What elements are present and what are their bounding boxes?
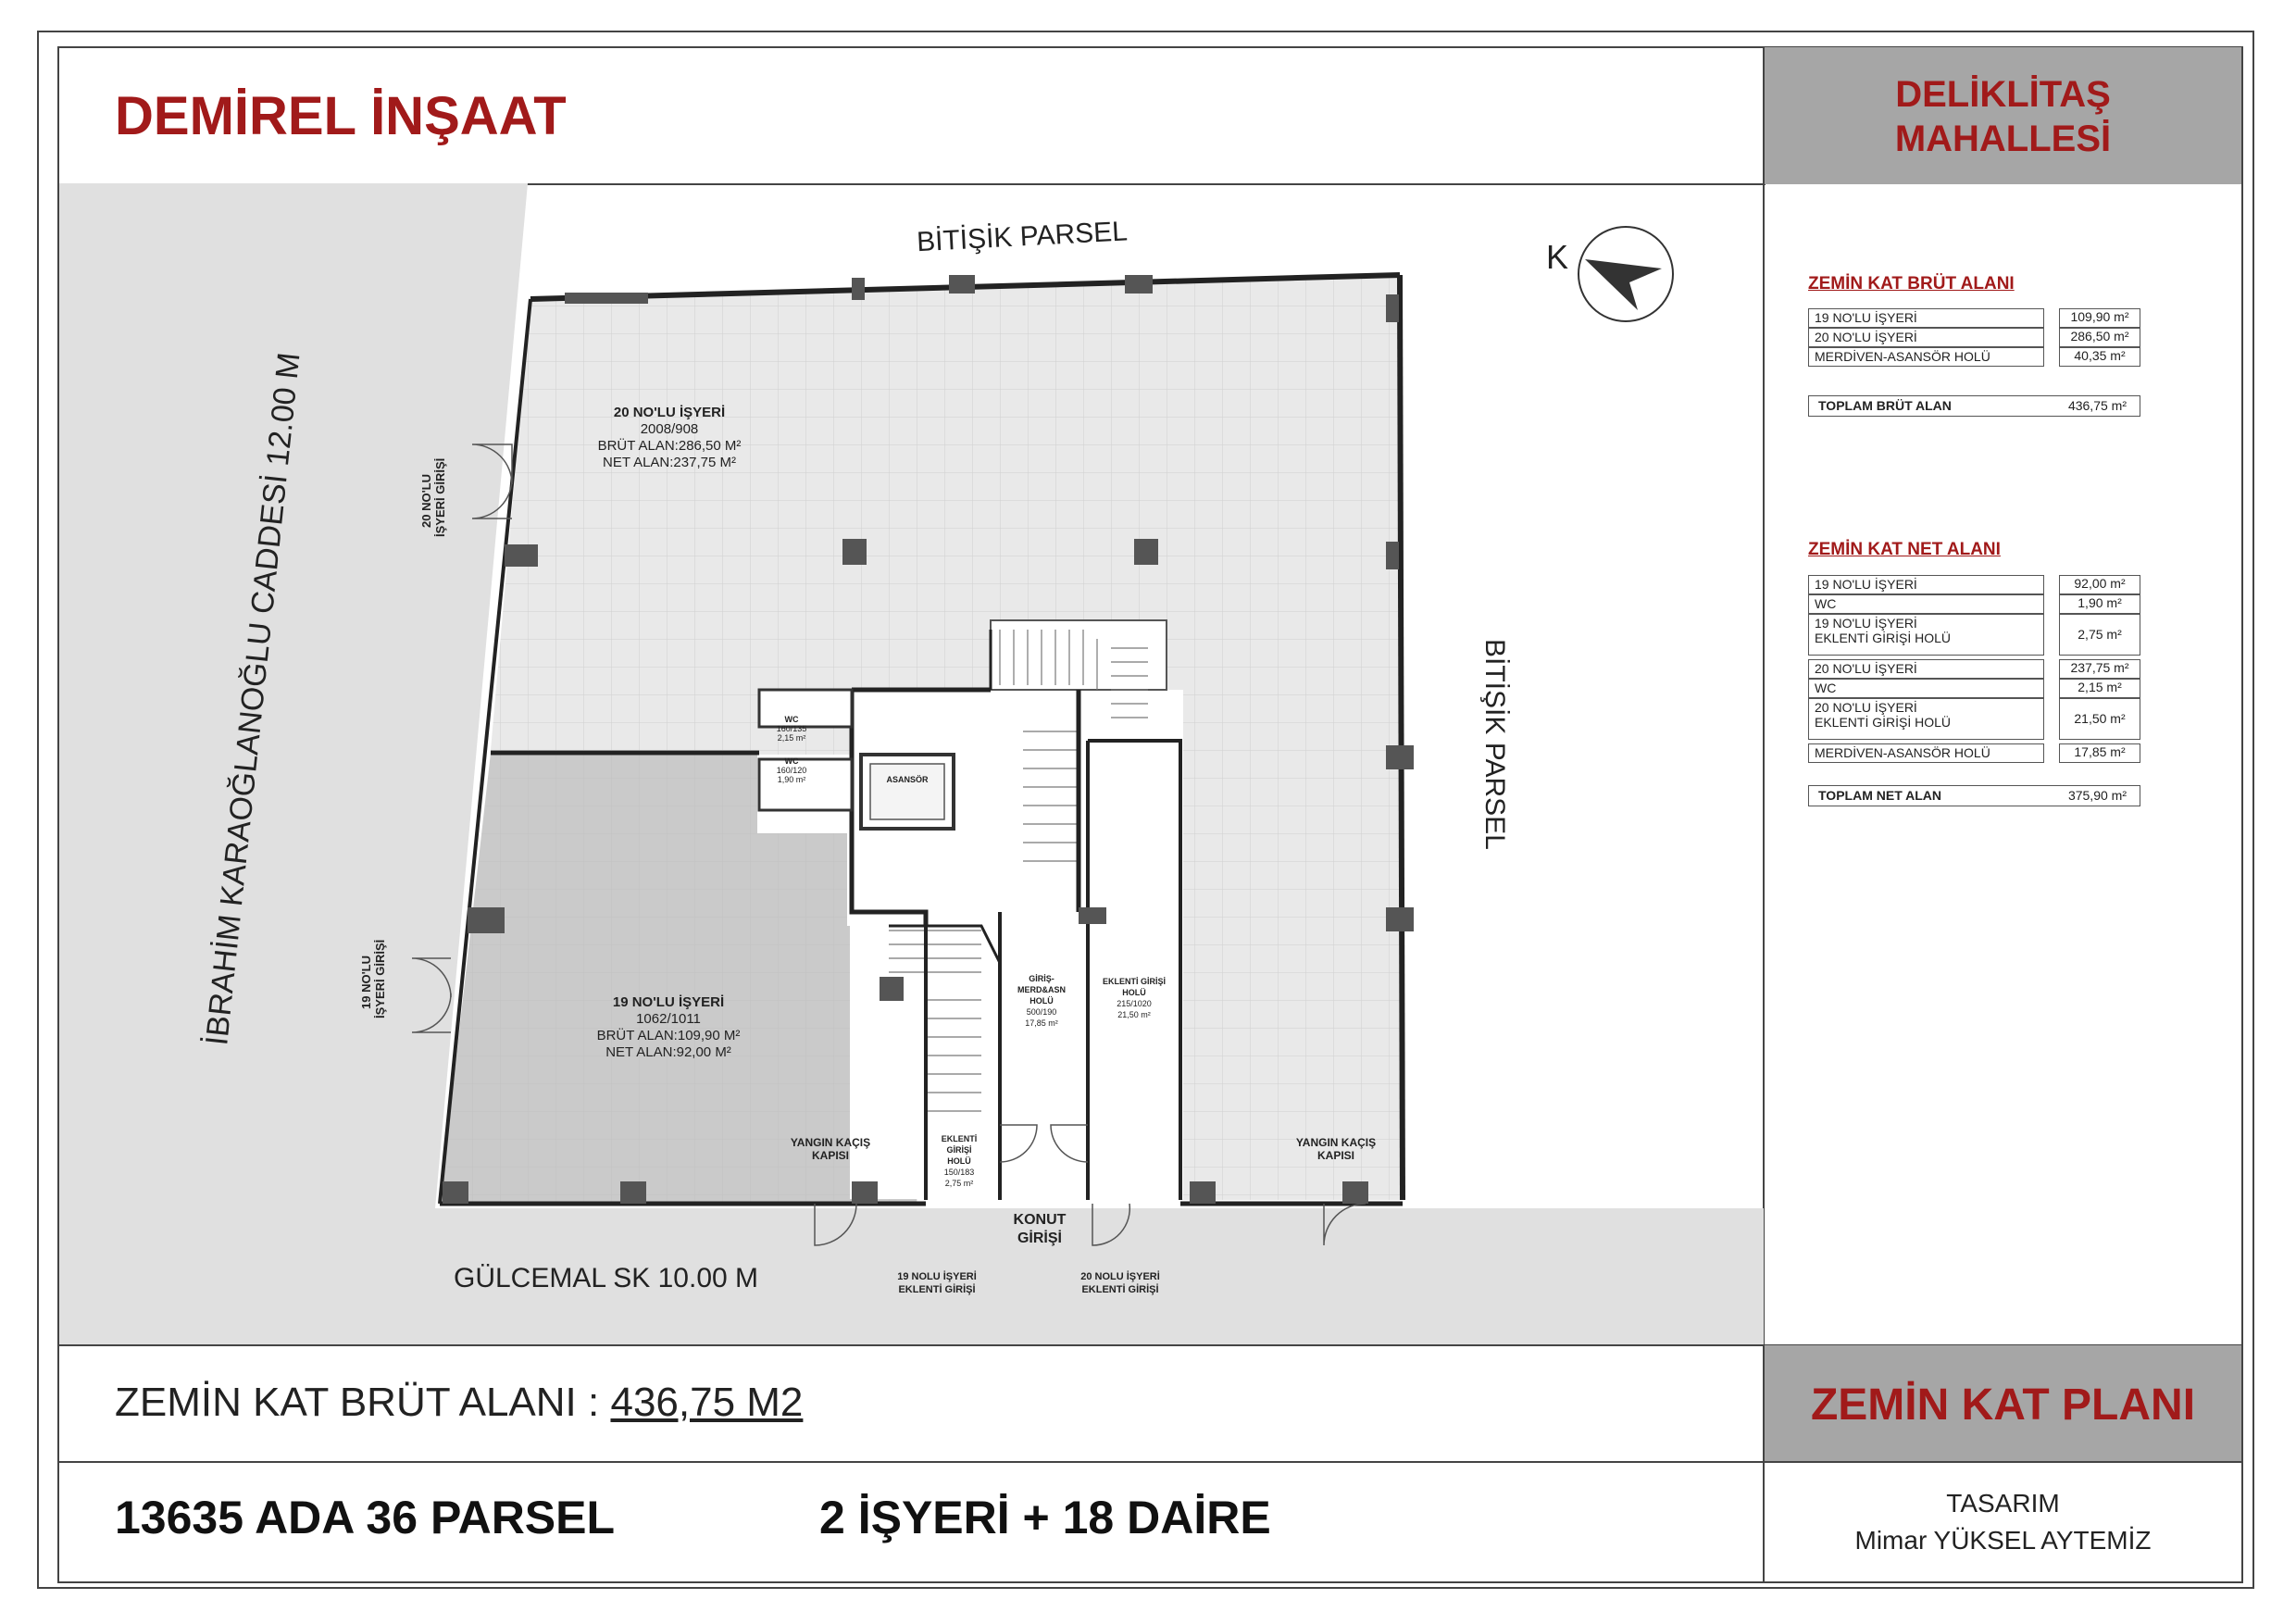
street-left-label: İBRAHİM KARAOĞLANOĞLU CADDESİ 12.00 M	[199, 350, 307, 1047]
unit19-net: NET ALAN:92,00 M²	[605, 1044, 731, 1060]
design-label: TASARIM	[1946, 1489, 2060, 1518]
konut-line1: KONUT	[1013, 1212, 1067, 1228]
bitisik-right-label: BİTİŞİK PARSEL	[1479, 639, 1510, 850]
unit20-label	[598, 405, 742, 470]
brut-total-value: 436,75 m²	[2067, 398, 2127, 413]
hall-line1: GİRİŞ-	[1029, 974, 1054, 983]
unit19-brut: BRÜT ALAN:109,90 M²	[596, 1028, 741, 1043]
floor-plan	[59, 183, 1764, 1344]
annex20-entry-line1: 20 NOLU İŞYERİ	[1080, 1271, 1160, 1282]
net-row-6-label	[1808, 698, 2044, 740]
parcel-info: 13635 ADA 36 PARSEL	[115, 1492, 616, 1543]
annex-line2: HOLÜ	[1122, 988, 1146, 997]
net-row-5-label: WC	[1808, 679, 2044, 698]
hall-area: 17,85 m²	[1025, 1018, 1058, 1028]
east-wall	[1400, 275, 1403, 1200]
annex19-entry-line1: 19 NOLU İŞYERİ	[897, 1271, 977, 1282]
hall-line3: HOLÜ	[1029, 996, 1054, 1006]
compass-north: K	[1546, 238, 1569, 276]
fire-exit-19-line2: KAPISI	[811, 1149, 850, 1162]
annex19-line2: GİRİŞİ	[946, 1145, 972, 1155]
floor-area-summary	[115, 1380, 803, 1426]
unit20-code: 2008/908	[640, 421, 699, 437]
brut-row-2-value: 286,50 m²	[2059, 328, 2140, 347]
fire-exit-19-line1: YANGIN KAÇIŞ	[790, 1136, 871, 1149]
annex19-area: 2,75 m²	[944, 1179, 974, 1188]
net-row-5-value: 2,15 m²	[2059, 679, 2140, 698]
brut-row-1-label: 19 NO'LU İŞYERİ	[1808, 308, 2044, 328]
annex19-dim: 150/183	[943, 1168, 975, 1177]
street-bottom-label: GÜLCEMAL SK 10.00 M	[454, 1263, 759, 1293]
konut-line2: GİRİŞİ	[1017, 1230, 1063, 1246]
district-name	[1765, 72, 2241, 161]
plan-title: ZEMİN KAT PLANI	[1810, 1380, 2196, 1430]
net-row-6-label-line2: EKLENTİ GİRİŞİ HOLÜ	[1815, 715, 1952, 730]
brut-row-2-label: 20 NO'LU İŞYERİ	[1808, 328, 2044, 347]
footer-divider-2	[57, 1461, 2243, 1463]
annex19-line1: EKLENTİ	[941, 1134, 978, 1143]
fire-exit-20-line1: YANGIN KAÇIŞ	[1295, 1136, 1377, 1149]
brut-row-1-value: 109,90 m²	[2059, 308, 2140, 328]
wc-upper	[759, 690, 852, 727]
net-row-6-value: 21,50 m²	[2059, 698, 2140, 740]
bitisik-top-label: BİTİŞİK PARSEL	[916, 216, 1129, 258]
net-total-label: TOPLAM NET ALAN	[1818, 788, 1941, 803]
floor-area-value: 436,75 M2	[610, 1380, 804, 1425]
entry19-line1: 19 NO'LU	[359, 956, 373, 1009]
annex20-entry-line2: EKLENTİ GİRİŞİ	[1081, 1284, 1159, 1295]
net-table-title: ZEMİN KAT NET ALANI	[1808, 540, 2001, 559]
entry20-line1: 20 NO'LU	[419, 474, 433, 528]
design-credit	[1765, 1485, 2241, 1559]
floor-area-label: ZEMİN KAT BRÜT ALANI :	[115, 1380, 611, 1425]
net-row-3-value: 2,75 m²	[2059, 614, 2140, 656]
unit20-net: NET ALAN:237,75 M²	[603, 455, 736, 470]
net-row-3-label	[1808, 614, 2044, 656]
net-row-7-label: MERDİVEN-ASANSÖR HOLÜ	[1808, 743, 2044, 763]
net-row-6-label-line1: 20 NO'LU İŞYERİ	[1815, 700, 1917, 715]
net-total-value: 375,90 m²	[2067, 788, 2127, 803]
net-row-2-value: 1,90 m²	[2059, 594, 2140, 614]
unit19-name: 19 NO'LU İŞYERİ	[612, 994, 725, 1010]
wc2-area: 1,90 m²	[777, 775, 806, 784]
entry20-line2: İŞYERİ GİRİŞİ	[433, 457, 447, 537]
net-row-1-value: 92,00 m²	[2059, 575, 2140, 594]
hall-dim: 500/190	[1026, 1007, 1057, 1017]
elevator-label: ASANSÖR	[886, 775, 929, 784]
wc1-dim: 160/135	[776, 724, 807, 733]
wc2-dim: 160/120	[776, 766, 807, 775]
net-row-3-label-line1: 19 NO'LU İŞYERİ	[1815, 616, 1917, 631]
unit19-code: 1062/1011	[636, 1011, 701, 1027]
net-row-2-label: WC	[1808, 594, 2044, 614]
hall-line2: MERD&ASN	[1017, 985, 1067, 994]
unit19-label	[597, 994, 741, 1060]
district-line2: MAHALLESİ	[1894, 119, 2112, 159]
brut-row-3-label: MERDİVEN-ASANSÖR HOLÜ	[1808, 347, 2044, 367]
wc2-label: WC	[784, 756, 799, 766]
annex19-entry-line2: EKLENTİ GİRİŞİ	[898, 1284, 976, 1295]
staircase-upper	[991, 620, 1167, 690]
entry19-line2: İŞYERİ GİRİŞİ	[373, 939, 387, 1018]
annex19-line3: HOLÜ	[947, 1156, 971, 1166]
brut-table-title: ZEMİN KAT BRÜT ALANI	[1808, 274, 2015, 294]
company-title: DEMİREL İNŞAAT	[115, 86, 567, 146]
brut-total-row	[1808, 395, 2140, 417]
fire-exit-20-line2: KAPISI	[1316, 1149, 1355, 1162]
net-row-4-label: 20 NO'LU İŞYERİ	[1808, 659, 2044, 679]
unit-count: 2 İŞYERİ + 18 DAİRE	[819, 1492, 1271, 1543]
net-row-1-label: 19 NO'LU İŞYERİ	[1808, 575, 2044, 594]
elevator-cab	[870, 764, 944, 819]
wc1-area: 2,15 m²	[777, 733, 806, 743]
net-row-3-label-line2: EKLENTİ GİRİŞİ HOLÜ	[1815, 631, 1952, 645]
net-row-4-value: 237,75 m²	[2059, 659, 2140, 679]
district-line1: DELİKLİTAŞ	[1895, 74, 2111, 115]
net-row-7-value: 17,85 m²	[2059, 743, 2140, 763]
annex-area: 21,50 m²	[1117, 1010, 1151, 1019]
architect-name: Mimar YÜKSEL AYTEMİZ	[1854, 1526, 2152, 1555]
brut-total-label: TOPLAM BRÜT ALAN	[1818, 398, 1952, 413]
wc1-label: WC	[784, 715, 799, 724]
unit20-brut: BRÜT ALAN:286,50 M²	[597, 438, 742, 454]
unit20-name: 20 NO'LU İŞYERİ	[613, 405, 726, 420]
annex-line1: EKLENTİ GİRİŞİ	[1102, 977, 1167, 986]
annex-dim: 215/1020	[1117, 999, 1152, 1008]
net-total-row	[1808, 785, 2140, 806]
brut-row-3-value: 40,35 m²	[2059, 347, 2140, 367]
